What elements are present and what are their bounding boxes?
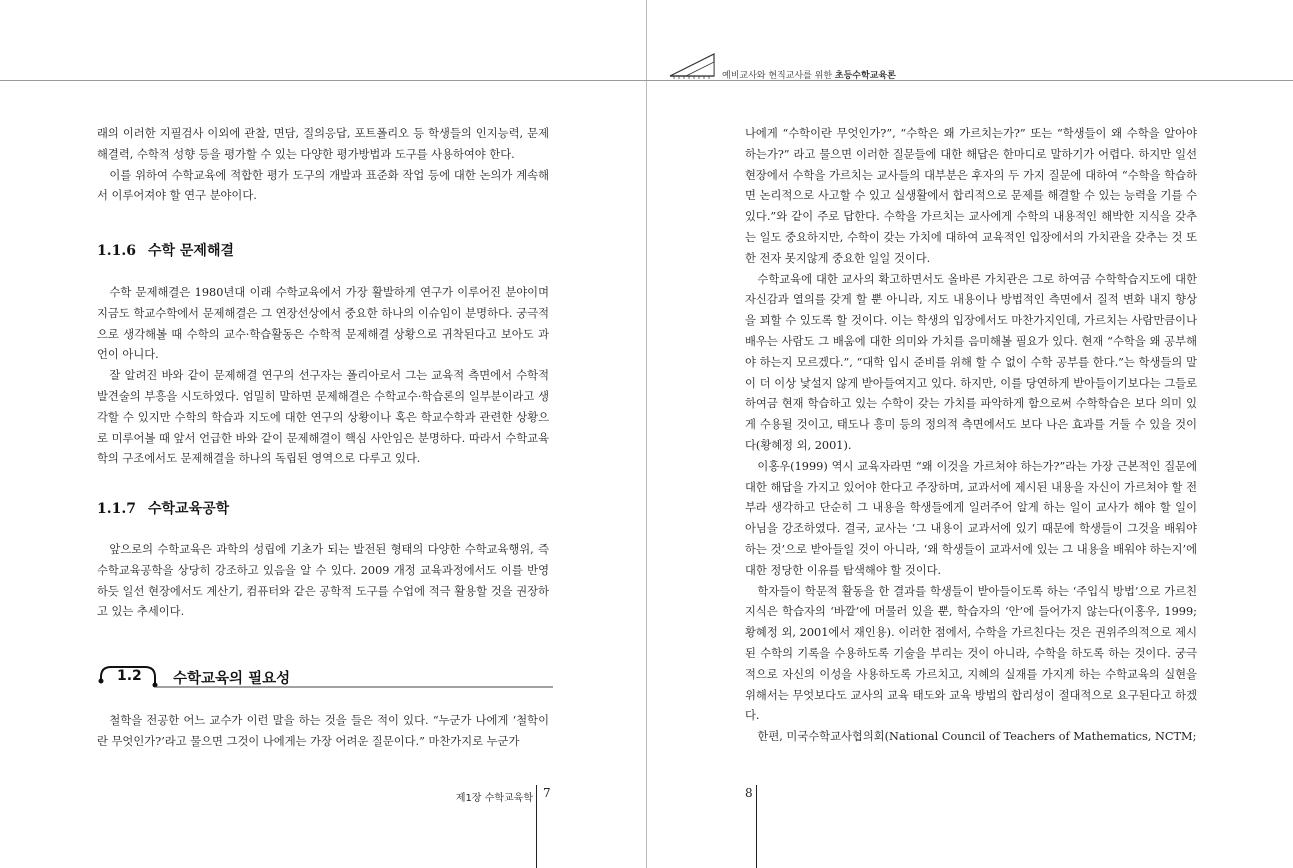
page-divider [646, 0, 647, 868]
paragraph: 이홍우(1999) 역시 교육자라면 “왜 이것을 가르쳐야 하는가?”라는 가장 근본적인 질문에 대한 해답을 가지고 있어야 한다고 주장하며, 교과서에 제시된 내용을 자신이 가르쳐야 할 전부라 생각하고 단순히 그 내용을 학생들에게 일러주어 알게 하는 일이 교사가 해야 할 일이 아님을 강조하였다. 결국, 교사는 ‘그 내용이 교과서에 있기 때문에 학생들이 그것을 배워야 하는 것’으로 받아들일 것이 아니라, ‘왜 학생들이 교과서에 있는 그 내용을 배워야 하는지’에 대한 정당한 이유를 탐색해야 할 것이다. [745, 459, 1197, 577]
section-title: 수학 문제해결 [147, 243, 235, 259]
running-header-plain: 예비교사와 현직교사를 위한 [722, 71, 835, 81]
running-header-bold: 초등수학교육론 [834, 71, 896, 81]
section-title: 수학교육의 필요성 [173, 671, 291, 687]
paragraph: 한편, 미국수학교사협의회(National Council of Teachers of Mathematics, NCTM; [757, 730, 1197, 744]
paragraph: 수학 문제해결은 1980년대 이래 수학교육에서 가장 활발하게 연구가 이루어진 분야이며 지금도 학교수학에서 문제해결은 그 연장선상에서 중요한 하나의 이슈임이 분명하다. 궁극적으로 생각해볼 때 수학의 교수·학습활동은 수학적 문제해결 상황으로 귀착된다고 보아도 과언이 아니다. [97, 286, 549, 362]
section-title: 수학교육공학 [147, 501, 230, 517]
section-117-body [97, 540, 549, 623]
section-116-body [97, 283, 549, 470]
paragraph: 앞으로의 수학교육은 과학의 성립에 기초가 되는 발전된 형태의 다양한 수학교육행위, 즉 수학교육공학을 상당히 강조하고 있음을 알 수 있다. 2009 개정 교육과정에서도 이를 반영하듯 일선 현장에서도 계산기, 컴퓨터와 같은 공학적 도구를 수업에 적극 활용할 것을 권장하고 있는 추세이다. [97, 543, 549, 619]
paragraph: 학자들이 학문적 활동을 한 결과를 학생들이 받아들이도록 하는 ‘주입식 방법’으로 가르친 지식은 학습자의 ‘바깥’에 머물러 있을 뿐, 학습자의 ‘안’에 들어가지 않는다(이홍우, 1999; 황혜정 외, 2001에서 재인용). 이러한 점에서, 수학을 가르친다는 것은 권위주의적으로 제시된 수학의 기록을 수용하도록 기술을 부리는 것이 아니라, 수학을 하도록 하는 것이다. 궁극적으로 자신의 이성을 사용하도록 가르치고, 지혜의 실재를 가지게 하는 수학교육의 실현을 위해서는 무엇보다도 교사의 교육 태도와 교육 방법의 합리성이 절대적으로 요구된다고 하겠다. [745, 584, 1197, 723]
page-number-left: 7 [543, 786, 551, 800]
running-header [668, 52, 928, 80]
section-heading-116 [97, 240, 234, 260]
footer-rule-left [536, 785, 537, 868]
paragraph: 나에게 “수학이란 무엇인가?”, “수학은 왜 가르치는가?” 또는 “학생들이 왜 수학을 알아야 하는가?” 라고 물으면 이러한 질문들에 대한 해답은 한마디로 말하기가 어렵다. 하지만 일선 현장에서 수학을 가르치는 교사들의 대부분은 후자의 두 가지 질문에 대하여 “수학을 학습하면 논리적으로 사고할 수 있고 실생활에서 합리적으로 문제를 해결할 수 있는 능력을 기를 수 있다.”와 같이 주로 답한다. 수학을 가르치는 교사에게 수학의 내용적인 해박한 지식을 갖추는 일도 중요하지만, 수학이 갖는 가치에 대하여 교육적인 입장에서의 가치관을 갖추는 것 또한 전자 못지않게 중요한 일일 것이다. [745, 127, 1197, 265]
section-heading-12 [97, 663, 553, 693]
paragraph: 철학을 전공한 어느 교수가 이런 말을 하는 것을 들은 적이 있다. “누군가 나에게 ‘철학이란 무엇인가?’라고 물으면 그것이 나에게는 가장 어려운 질문이다.” 마찬가지로 누군가 [97, 714, 549, 748]
paragraph: 잘 알려진 바와 같이 문제해결 연구의 선구자는 폴리아로서 그는 교육적 측면에서 수학적 발견술의 부흥을 시도하였다. 엄밀히 말하면 문제해결은 수학교수·학습론의 일부분이라고 생각할 수 있지만 수학의 학습과 지도에 대한 연구의 상황이나 혹은 학교수학과 관련한 상황으로 미루어볼 때 앞서 언급한 바와 같이 문제해결이 핵심 사안임은 분명하다. 따라서 수학교육학의 구조에서도 문제해결을 하나의 독립된 영역으로 다루고 있다. [97, 369, 549, 466]
footer-rule-right [756, 785, 757, 868]
page-number-right: 8 [745, 786, 753, 800]
chapter-box-frame [97, 663, 553, 693]
paragraph: 이를 위하여 수학교육에 적합한 평가 도구의 개발과 표준화 작업 등에 대한 논의가 계속해서 이루어져야 할 연구 분야이다. [97, 168, 549, 203]
paragraph: 수학교육에 대한 교사의 확고하면서도 올바른 가치관은 그로 하여금 수학학습지도에 대한 자신감과 열의를 갖게 할 뿐 아니라, 지도 내용이나 방법적인 측면에서 질적 변화 내지 향상을 꾀할 수 있도록 할 것이다. 이는 학생의 입장에서도 마찬가지인데, 가르치는 사람만큼이나 배우는 사람도 그 배움에 대한 의미와 가치를 음미해볼 필요가 있다. 현재 “수학을 왜 공부해야 하는지 모르겠다.”, “대학 입시 준비를 위해 할 수 없이 수학 공부를 한다.”는 학생들의 말이 더 이상 낯설지 않게 받아들여지고 있다. 하지만, 이를 당연하게 받아들이기보다는 그들로 하여금 현재 학습하고 있는 수학이 갖는 가치를 파악하게 함으로써 수학학습은 보다 의미 있게 수용될 것이고, 태도나 흥미 등의 정의적 측면에서도 보다 나은 효과를 거둘 수 있을 것이다(황혜정 외, 2001). [745, 272, 1197, 452]
section-heading-117 [97, 498, 229, 518]
section-12-body [97, 711, 549, 753]
running-header-text [722, 68, 896, 81]
section-number: 1.2 [117, 668, 142, 684]
right-page-body [745, 124, 1197, 748]
section-number: 1.1.6 [97, 243, 136, 259]
left-top-text [97, 124, 549, 207]
header-rule [0, 80, 1293, 81]
ruler-triangle-icon [668, 52, 718, 80]
section-number: 1.1.7 [97, 501, 136, 517]
paragraph: 래의 이러한 지필검사 이외에 관찰, 면담, 질의응답, 포트폴리오 등 학생들의 인지능력, 문제해결력, 수학적 성향 등을 평가할 수 있는 다양한 평가방법과 도구를 사용하여야 한다. [97, 127, 549, 161]
footer-chapter-label: 제1장 수학교육학 [455, 793, 533, 804]
